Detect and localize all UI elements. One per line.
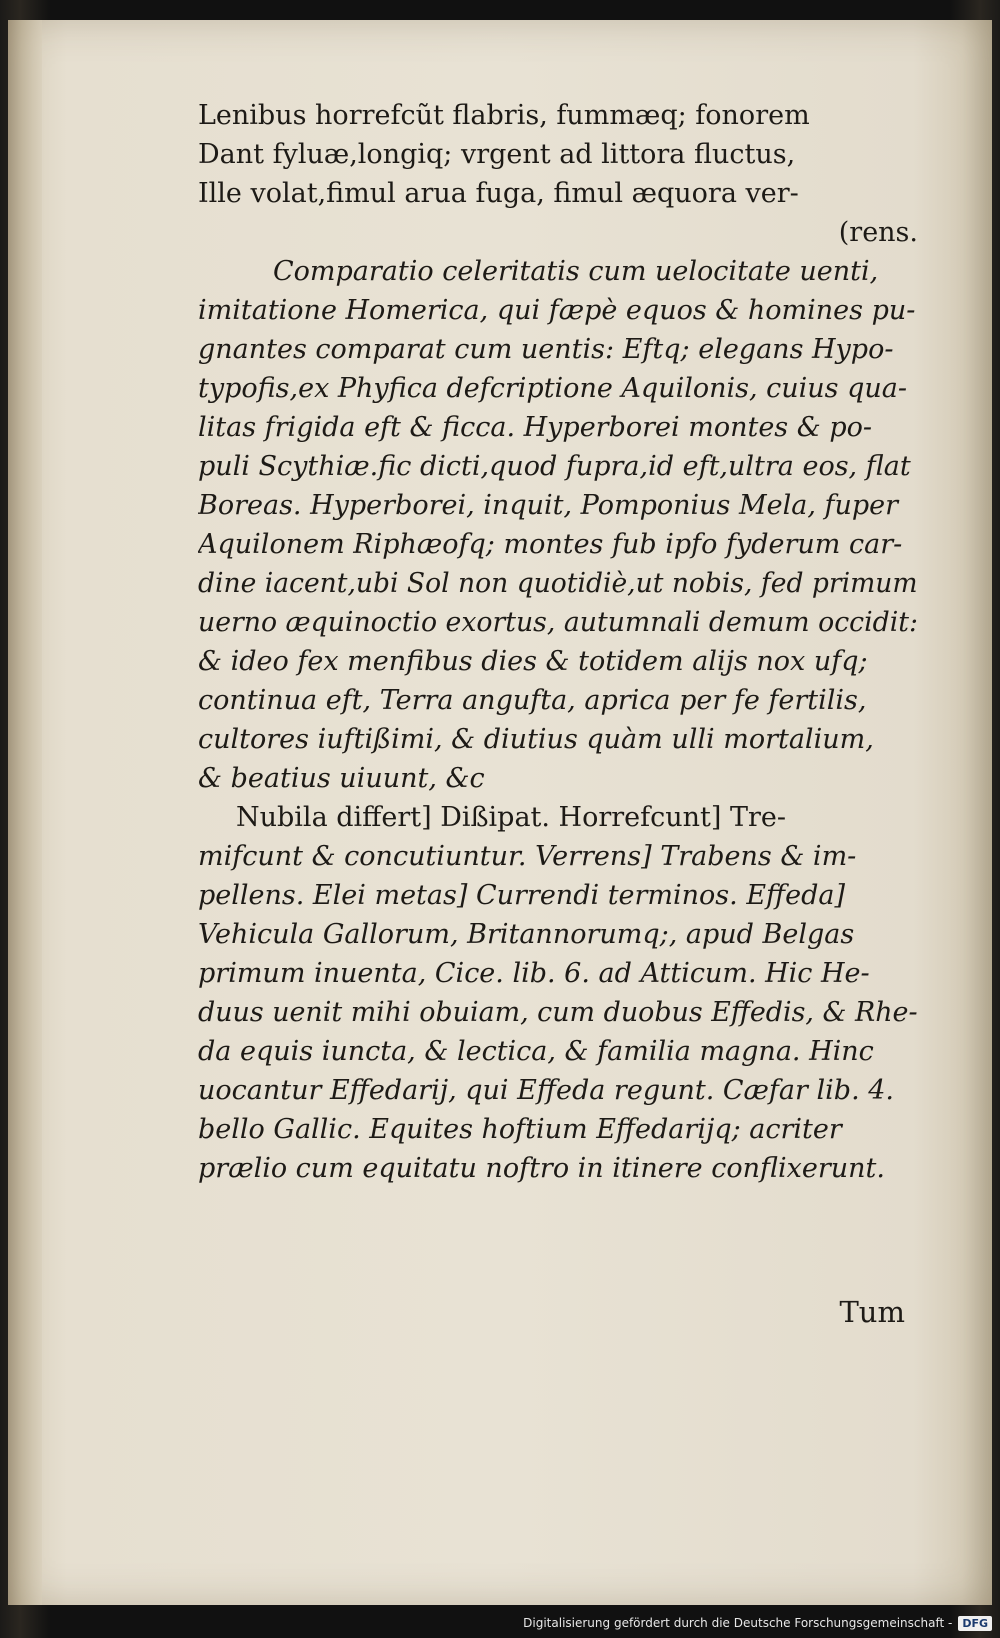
commentary-line: gnantes comparat cum uentis: Eftq; elegans Hypo- [198, 334, 894, 365]
gloss-line: primum inuenta, Cice. lib. 6. ad Atticum. Hic He- [198, 958, 870, 989]
verse-line-4: (rens. [838, 217, 918, 248]
commentary-line: Comparatio celeritatis cum uelocitate uenti, [273, 256, 879, 287]
page-spine-shadow [8, 20, 42, 1605]
commentary-line: typofis,ex Phyfica defcriptione Aquilonis, cuius qua- [198, 373, 908, 404]
gloss-line: duus uenit mihi obuiam, cum duobus Effedis, & Rhe- [198, 997, 918, 1028]
digitization-footer [523, 1612, 992, 1634]
gloss-line: bello Gallic. Equites hoftium Effedarijq; acriter [198, 1114, 842, 1145]
verse-line-1: Lenibus horrefcũt flabris, fummæq; fonorem [198, 100, 810, 131]
commentary-line: Boreas. Hyperborei, inquit, Pomponius Mela, fuper [198, 490, 899, 521]
verse-line-3: Ille volat,fimul arua fuga, fimul æquora ver- [198, 178, 799, 209]
gloss-line: prælio cum equitatu noftro in itinere conflixerunt. [198, 1153, 885, 1184]
verse-line-2: Dant fyluæ,longiq; vrgent ad littora fluctus, [198, 139, 796, 170]
dfg-logo: DFG [958, 1616, 992, 1631]
footer-credit-text: Digitalisierung gefördert durch die Deutsche Forschungsgemeinschaft - [523, 1616, 953, 1630]
commentary-line: imitatione Homerica, qui fæpè equos & homines pu- [198, 295, 916, 326]
gloss-line: Vehicula Gallorum, Britannorumq;, apud Belgas [198, 919, 855, 950]
commentary-line: continua eft, Terra angufta, aprica per fe fertilis, [198, 685, 867, 716]
gloss-line: da equis iuncta, & lectica, & familia magna. Hinc [198, 1036, 874, 1067]
commentary-line: dine iacent,ubi Sol non quotidiè,ut nobis, fed primum [198, 568, 918, 599]
commentary-line: uerno æquinoctio exortus, autumnali demum occidit: [198, 607, 918, 638]
gloss-line: Nubila differt] Dißipat. Horrefcunt] Tre- [236, 802, 787, 833]
page-text [198, 96, 918, 1188]
commentary-line: & ideo fex menfibus dies & totidem alijs nox ufq; [198, 646, 868, 677]
commentary-line: Aquilonem Riphæofq; montes fub ipfo fyderum car- [198, 529, 903, 560]
catchword: Tum [839, 1295, 905, 1329]
commentary-line: puli Scythiæ.fic dicti,quod fupra,id eft,ultra eos, flat [198, 451, 911, 482]
gloss-line: pellens. Elei metas] Currendi terminos. Effeda] [198, 880, 846, 911]
commentary-line: litas frigida eft & ficca. Hyperborei montes & po- [198, 412, 873, 443]
commentary-line: cultores iuftißimi, & diutius quàm ulli mortalium, [198, 724, 874, 755]
gloss-line: uocantur Effedarij, qui Effeda regunt. Cæfar lib. 4. [198, 1075, 894, 1106]
commentary-line: & beatius uiuunt, &c [198, 763, 485, 794]
gloss-line: mifcunt & concutiuntur. Verrens] Trabens & im- [198, 841, 857, 872]
